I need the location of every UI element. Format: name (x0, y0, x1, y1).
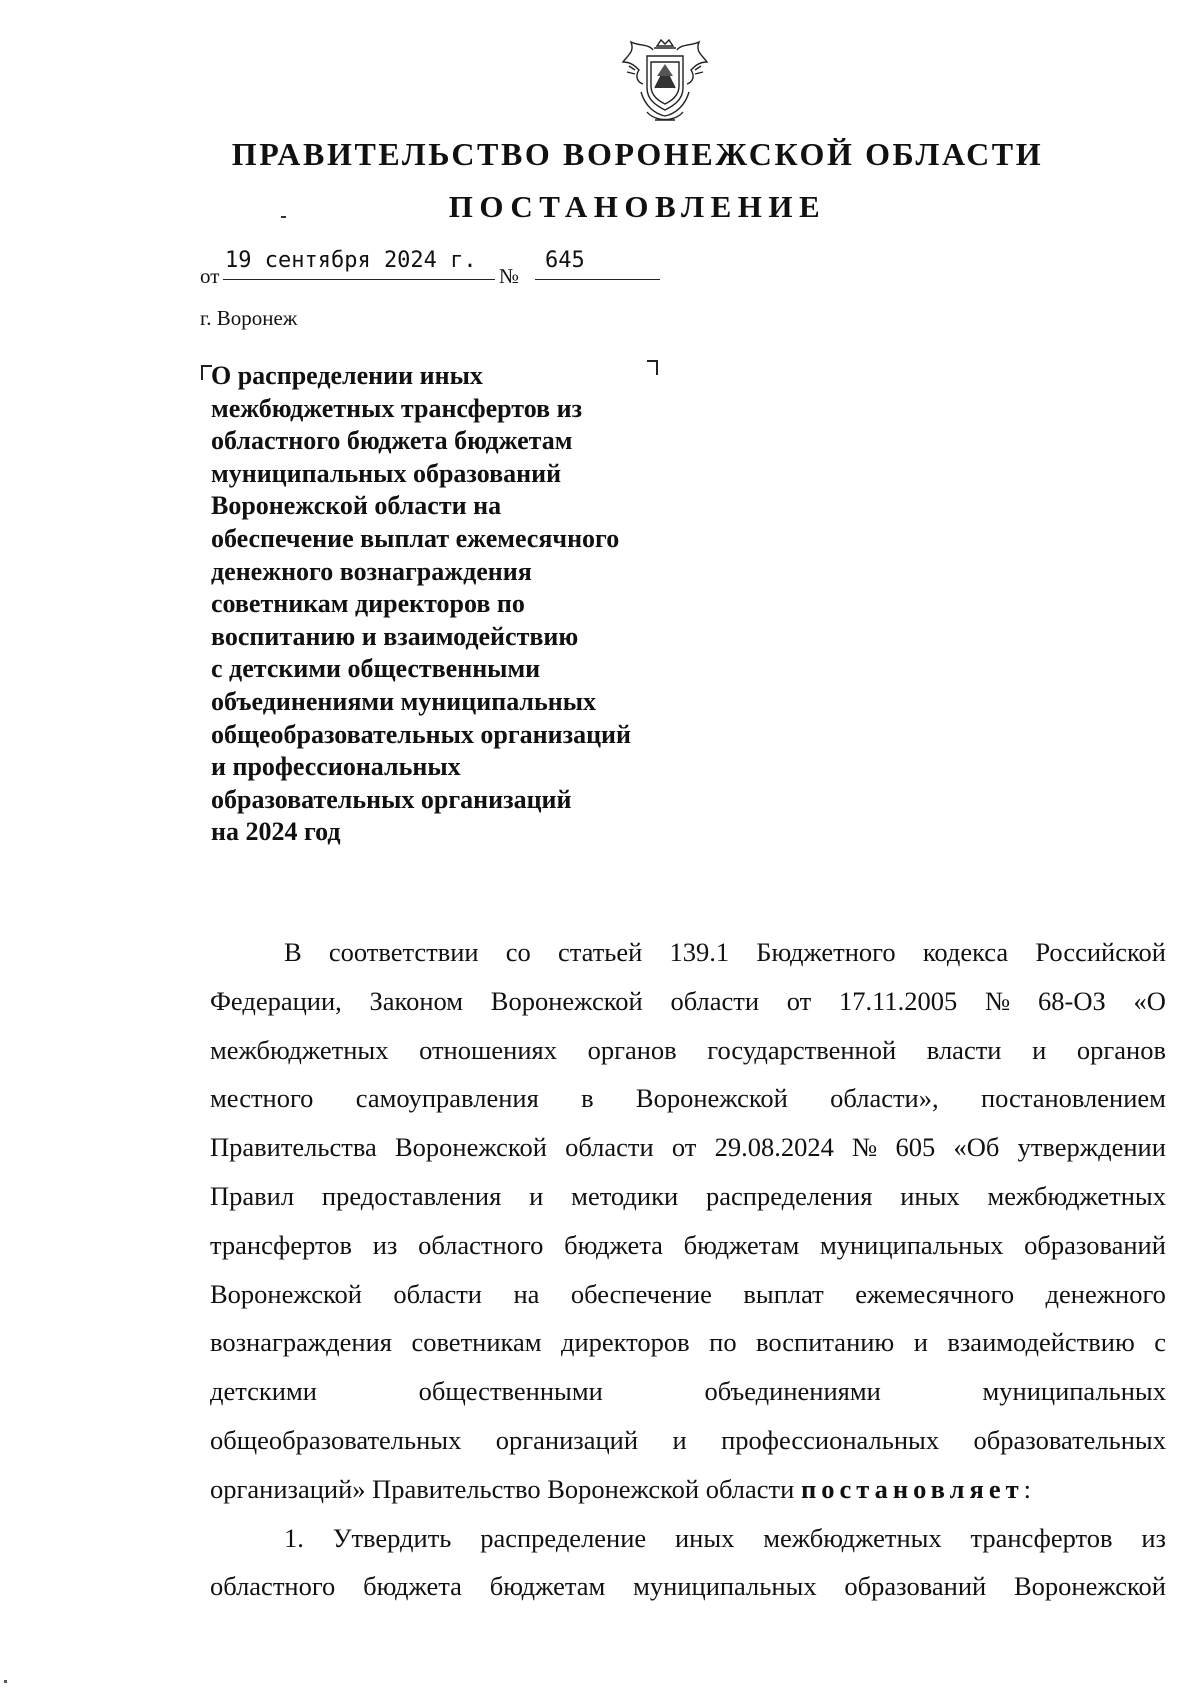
number-underline (535, 279, 660, 280)
word: межбюджетных (763, 1522, 942, 1553)
subject-line: муниципальных образований (211, 458, 562, 488)
word: Федерации, (210, 985, 342, 1016)
word: 605 (895, 1132, 936, 1163)
number-label: № (499, 264, 520, 288)
stray-mark (281, 216, 286, 218)
word: по (709, 1327, 737, 1358)
item-1-line (210, 1514, 1166, 1563)
resolves-word: постановляет (800, 1473, 1024, 1504)
subject-line: общеобразовательных организаций (211, 719, 632, 749)
body-line (210, 1026, 1166, 1075)
body-line (210, 1416, 1166, 1465)
word: утверждении (1017, 1132, 1166, 1163)
date-number-row (200, 248, 670, 288)
word: 1. (284, 1522, 304, 1553)
body-line (210, 1221, 1166, 1270)
word: на (513, 1278, 540, 1309)
word: Воронежской (210, 1278, 362, 1309)
word: № (985, 985, 1011, 1016)
subject-line: на 2024 год (211, 817, 341, 847)
word: образований (844, 1571, 987, 1602)
document-body (210, 928, 1166, 1611)
word: государственной (707, 1034, 897, 1065)
word: общеобразовательных (210, 1424, 462, 1455)
document-date: 19 сентября 2024 г. (225, 248, 477, 273)
word: 68-ОЗ (1038, 985, 1106, 1016)
word: методики (571, 1180, 679, 1211)
body-line (210, 977, 1166, 1026)
word: из (372, 1229, 398, 1260)
word: детскими (210, 1376, 317, 1407)
coat-of-arms-icon (617, 36, 713, 128)
word: областного (210, 1571, 336, 1602)
body-line (210, 1074, 1166, 1123)
subject-line: советникам директоров по (211, 589, 525, 619)
word: соответствии (328, 937, 479, 967)
word: со (505, 937, 531, 967)
word: отношениях (419, 1034, 557, 1065)
word: муниципальных (982, 1376, 1166, 1407)
subject-line: О распределении иных (211, 361, 483, 390)
resolution-prefix: организаций» Правительство Воронежской области (210, 1473, 795, 1504)
word: бюджетам (683, 1229, 800, 1260)
word: Воронежской (394, 1132, 547, 1163)
word: Законом (369, 985, 464, 1016)
body-line (210, 1270, 1166, 1319)
word: области», (830, 1083, 939, 1114)
government-title: ПРАВИТЕЛЬСТВО ВОРОНЕЖСКОЙ ОБЛАСТИ (231, 136, 1044, 172)
word: от (786, 985, 812, 1016)
word: от (671, 1132, 697, 1163)
word: В (284, 937, 302, 967)
body-line (210, 1367, 1166, 1416)
document-number: 645 (545, 248, 585, 273)
word: постановлением (980, 1083, 1166, 1114)
word: образовательных (973, 1424, 1166, 1455)
word: Российской (1035, 937, 1166, 967)
word: «О (1133, 985, 1166, 1016)
word: обеспечение (570, 1278, 712, 1309)
word: и (913, 1327, 928, 1358)
item-1-line (210, 1562, 1166, 1611)
word: вознаграждения (210, 1327, 392, 1358)
word: трансфертов (210, 1229, 353, 1260)
word: кодекса (922, 937, 1009, 967)
word: взаимодействию (947, 1327, 1135, 1358)
body-line (210, 1172, 1166, 1221)
body-line-resolution (210, 1465, 1166, 1514)
word: Правил (210, 1180, 295, 1211)
word: Утвердить (332, 1522, 452, 1553)
word: бюджетам (489, 1571, 606, 1602)
subject-line: межбюджетных трансфертов из (211, 393, 583, 423)
word: областного (418, 1229, 544, 1260)
word: «Об (953, 1132, 1000, 1163)
word: 17.11.2005 (838, 985, 958, 1016)
word: и (672, 1424, 687, 1455)
word: директоров (560, 1327, 690, 1358)
scan-speck (4, 1680, 7, 1683)
word: в (581, 1083, 594, 1114)
word: иных (675, 1522, 735, 1553)
word: самоуправления (355, 1083, 539, 1114)
word: Правительства (210, 1132, 377, 1163)
word: объединениями (704, 1376, 881, 1407)
word: бюджета (564, 1229, 663, 1260)
word: и (529, 1180, 544, 1211)
word: из (1141, 1522, 1166, 1553)
word: статьей (557, 937, 643, 967)
word: денежного (1045, 1278, 1166, 1309)
word: области (565, 1132, 654, 1163)
word: муниципальных (633, 1571, 817, 1602)
word: 139.1 (669, 937, 730, 967)
word: воспитанию (756, 1327, 895, 1358)
word: 29.08.2024 (714, 1132, 834, 1163)
city-label: г. Воронеж (200, 306, 298, 330)
body-line (210, 928, 1166, 977)
word: советникам (411, 1327, 542, 1358)
word: профессиональных (721, 1424, 940, 1455)
word: местного (210, 1083, 314, 1114)
subject-line: Воронежской области на (211, 491, 502, 521)
word: Воронежской (1014, 1571, 1166, 1602)
word: Бюджетного (756, 937, 896, 967)
word: трансфертов (970, 1522, 1113, 1553)
subject-line: денежного вознаграждения (211, 556, 532, 586)
word: предоставления (321, 1180, 502, 1211)
subject-line: воспитанию и взаимодействию (211, 621, 579, 651)
word: области (393, 1278, 482, 1309)
word: организаций (495, 1424, 639, 1455)
date-underline (223, 279, 495, 280)
body-line (210, 1318, 1166, 1367)
document-subject (211, 360, 711, 849)
word: с (1154, 1327, 1166, 1358)
word: власти (926, 1034, 1002, 1065)
subject-line: областного бюджета бюджетам (211, 426, 573, 456)
word: межбюджетных (987, 1180, 1166, 1211)
word: области (670, 985, 760, 1016)
word: общественными (418, 1376, 603, 1407)
subject-line: обеспечение выплат ежемесячного (211, 523, 620, 553)
from-label: от (200, 264, 220, 288)
resolution-colon: : (1023, 1473, 1032, 1504)
body-line (210, 1123, 1166, 1172)
word: выплат (743, 1278, 824, 1309)
word: ежемесячного (855, 1278, 1015, 1309)
word: Воронежской (490, 985, 643, 1016)
word: бюджета (363, 1571, 462, 1602)
word: № (852, 1132, 878, 1163)
subject-line: объединениями муниципальных (211, 686, 597, 716)
word: распределение (480, 1522, 647, 1553)
word: Воронежской (635, 1083, 788, 1114)
word: образований (1024, 1229, 1166, 1260)
subject-line: с детскими общественными (211, 654, 541, 684)
word: распределения (706, 1180, 873, 1211)
word: иных (900, 1180, 960, 1211)
document-type-title: ПОСТАНОВЛЕНИЕ (448, 189, 827, 224)
subject-line: и профессиональных (211, 752, 461, 782)
word: муниципальных (819, 1229, 1004, 1260)
word: межбюджетных (210, 1034, 389, 1065)
subject-line: образовательных организаций (211, 784, 572, 814)
word: органов (587, 1034, 677, 1065)
word: и (1032, 1034, 1047, 1065)
word: органов (1076, 1034, 1166, 1065)
